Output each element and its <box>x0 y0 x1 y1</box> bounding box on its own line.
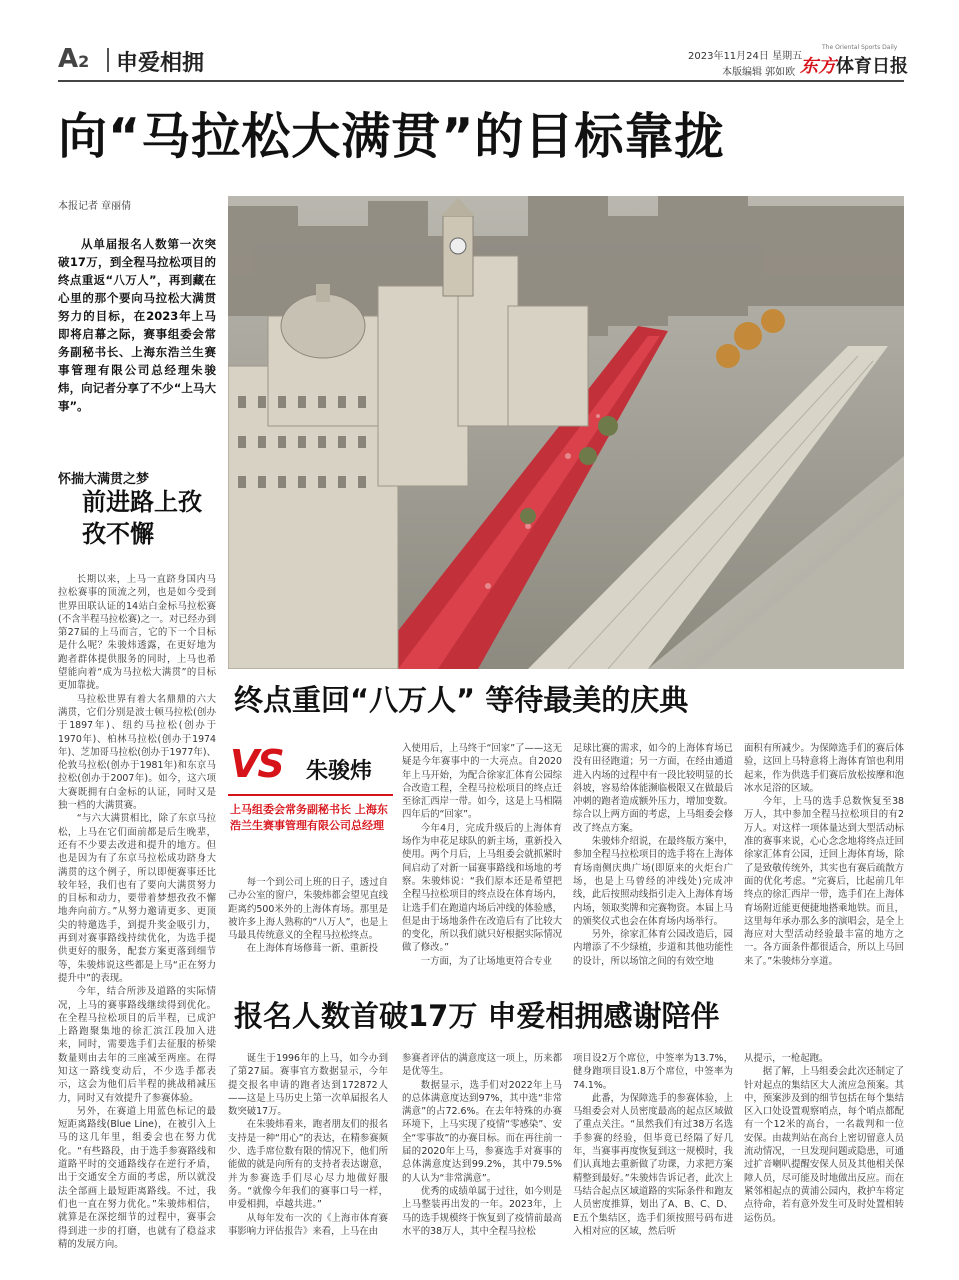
paragraph: 马拉松世界有着大名鼎鼎的六大满贯，它们分别是波士顿马拉松(创办于1897年)、纽约马拉松(创办于1970年)、柏林马拉松(创办于1974年)、芝加哥马拉松(创办于1977年)、伦敦马拉松(创办于1981年)和东京马拉松(创办于2007年)。如今，这六项大赛既拥有白金标的认证，同时又是独一档的大满贯赛。 <box>58 693 216 812</box>
logo-black-text: 体育日报 <box>836 56 908 77</box>
middle-column-1 <box>228 876 388 956</box>
paragraph: 诞生于1996年的上马，如今办到了第27届。赛事官方数据显示，今年提交报名申请的跑者达到172872人——这是上马历史上第一次单届报名人数突破17万。 <box>228 1053 388 1118</box>
paragraph: 一方面，为了让场地更符合专业 <box>420 955 553 967</box>
byline: 本报记者 章丽倩 <box>58 201 132 212</box>
paragraph: 数据显示，选手们对2022年上马的总体满意度达到97%，其中选“非常满意”的占72.6%。在去年特殊的办赛环境下，上马实现了疫情“零感染”、安全“零事故”的办赛目标。而在再往前一届的2020年上马，参赛选手对赛事的总体满意度达到99.2%，其中79.5%的人认为“非常满意”。 <box>402 1079 562 1184</box>
newspaper-logo <box>800 44 908 77</box>
middle-column-3 <box>573 742 733 968</box>
paragraph: 在上海体育场修葺一新、重新投 <box>246 943 379 955</box>
left-column-text <box>58 573 216 1251</box>
paragraph: 另外，徐家汇体育公园改造后，园内增添了不少绿植，步道和其他功能性的设计，所以场馆之间的有效空地 <box>573 929 733 967</box>
paragraph: 朱骏炜介绍说，在最终版方案中，参加全程马拉松项目的选手将在上海体育场南侧庆典广场(即原来的火炬台广场，也是上马曾经的冲线处)完成冲线，此后按照动线指引走入上海体育场内场，领取奖牌和完赛物资。本届上马的颁奖仪式也会在体育场内场举行。 <box>573 836 733 927</box>
section-heading-registration: 报名人数首破17万 申爱相拥感谢陪伴 <box>234 999 720 1033</box>
bottom-column-4 <box>744 1052 904 1225</box>
interviewee-rule <box>228 794 393 796</box>
issue-date: 2023年11月24日 星期五 <box>688 51 803 62</box>
paragraph: 据了解，上马组委会此次还制定了针对起点的集结区大人流应急预案。其中，预案涉及到的细节包括在每个集结区入口处设置观察哨点，每个哨点都配有一个12米的高台，一名裁判和一位安保。由裁判站在高台上密切留意人员流动情况，一旦发现问题或隐患，可通过扩音喇叭提醒安保人员及其他相关保障人员，尽可能及时地做出反应。而在紧邻相起点的黄浦公园内，救护车将定点待命，若有意外发生可及时处置相转运伤员。 <box>744 1066 904 1224</box>
header-rule <box>58 80 904 82</box>
paragraph: “与六大满贯相比，除了东京马拉松，上马在它们面前都是后生晚辈，还有不少要去改进和提升的地方。但也是因为有了东京马拉松成功跻身大满贯的这个例子，所以即便赛事还比较年轻，我们也有了要向大满贯努力的目标和动力，要带着梦想孜孜不懈地奔向前方。”从努力邀请更多、更顶尖的特邀选手，到提升奖金吸引力，再到对赛事路线持续优化，为选手提供更好的服务，配套方案更落到细节等，朱骏炜说这些都是上马“正在努力提升中”的表现。 <box>58 813 216 984</box>
paragraph: 今年，上马的选手总数恢复至38万人，其中参加全程马拉松项目的有2万人。对这样一项体量达到大型活动标准的赛事来说，心心念念地将终点迁回徐家汇体育公园，迁回上海体育场，除了是致敬传统外，其实也有赛后疏散方面的优化考虑。“完赛后，比起前几年终点的徐汇西岸一带，选手们在上海体育场附近能更便捷地搭乘地铁。而且，这里每年承办那么多的演唱会，是全上海应对大型活动经验最丰富的地方之一。各方面条件都很适合，所以上马回来了。”朱骏炜分享道。 <box>744 796 904 967</box>
marathon-aerial-photo <box>228 196 904 669</box>
paragraph: 此番，为保障选手的参赛体验，上马组委会对人员密度最高的起点区域做了重点关注。“虽然我们有过38万名选手参赛的经验，但毕竟已经隔了好几年，当赛事再度恢复到这一规模时，我们认真地去重新做了功课，力求把方案精整到最好。”朱骏炜告诉记者，此次上马结合起点区域道路的实际条件和跑友人员密度推算，划出了A、B、C、D、E五个集结区，选手们须按照号码布进入相对应的区域，然后听 <box>573 1092 733 1237</box>
logo-english: The Oriental Sports Daily <box>822 44 898 51</box>
section-heading-finish-line: 终点重回“八万人” 等待最美的庆典 <box>234 683 689 717</box>
paragraph: 从每年发布一次的《上海市体育赛事影响力评估报告》来看，上马在由 <box>228 1212 388 1237</box>
page-number <box>58 44 89 74</box>
subheading-title: 前进路上孜孜不懈 <box>82 488 202 548</box>
paragraph: 项目设2万个席位，中签率为13.7%，健身跑项目设1.8万个席位，中签率为74.1%。 <box>573 1053 733 1091</box>
paragraph: 足球比赛的需求，如今的上海体育场已没有田径跑道；另一方面，在经由通道进入内场的过程中有一段比较明显的长斜坡，容易给体能濒临极限又在做最后冲刺的跑者造成额外压力，增加变数。综合以上两方面的考虑，上马组委会修改了终点方案。 <box>573 743 733 834</box>
main-headline: 向“马拉松大满贯”的目标靠拢 <box>58 108 725 165</box>
lead-paragraph: 从单届报名人数第一次突破17万，到全程马拉松项目的终点重返“八万人”，再到藏在心里的那个要向马拉松大满贯努力的目标，在2023年上马即将启幕之际，赛事组委会常务副秘书长、上海东浩兰生赛事管理有限公司总经理朱骏炜，向记者分享了不少“上马大事”。 <box>58 237 216 413</box>
section-title: 申爱相拥 <box>116 51 205 76</box>
page-editor: 本版编辑 郭如欧 <box>722 67 796 78</box>
middle-column-2 <box>402 742 562 968</box>
paragraph: 面积有所减少。为保障选手们的赛后体验，这回上马特意将上海体育馆也利用起来，作为供选手们赛后放松按摩和泡冰水足浴的区域。 <box>744 743 904 794</box>
bottom-column-3 <box>573 1052 733 1238</box>
paragraph: 在朱骏炜看来，跑者朋友们的报名支持是一种“用心”的表达，在精参赛频少、选手席位数有限的情况下，他们所能做的就是向所有的支持者表达谢意，并为参赛选手们尽心尽力地做好服务。“就像今年我们的赛事口号一样，申爱相拥，卓越共进。” <box>228 1119 388 1211</box>
page-letter: A <box>58 44 79 74</box>
photo-illustration <box>228 196 904 669</box>
paragraph: 参赛者评估的满意度这一项上，历来都是优等生。 <box>402 1053 562 1078</box>
paragraph: 每一个到公司上班的日子，透过自己办公室的窗户，朱骏炜都会望见直线距离约500米外的上海体育场。那里是被许多上海人熟称的“八万人”，也是上马最具传统意义的全程马拉松终点。 <box>228 877 388 942</box>
interviewee-box <box>228 740 393 852</box>
page-digit: 2 <box>78 52 90 71</box>
interviewee-name: 朱骏炜 <box>306 759 373 784</box>
logo-red-text: 东方 <box>800 56 836 77</box>
bottom-column-2 <box>402 1052 562 1238</box>
paragraph: 另外，在赛道上用蓝色标记的最短距离路线(Blue Line)，在被引入上马的这几年里，组委会也在努力优化。“有些路段，由于选手参赛路线和道路平时的交通路线存在逆行矛盾，出于交通安全方面的考虑，所以就没法全部画上最短距离路线。不过，我们也一直在努力优化。”朱骏炜相信，就算是在深挖细节的过程中，赛事会得到进一步的打磨，也就有了稳益求精的发展方向。 <box>58 1105 216 1250</box>
vs-mark: VS <box>230 742 283 786</box>
paragraph: 入使用后，上马终于“回家”了——这无疑是今年赛事中的一大亮点。自2020年上马开始，为配合徐家汇体育公园综合改造工程，全程马拉松项目的终点迁至徐汇西岸一带。如今，这是上马相隔四年后的“回家”。 <box>402 743 562 821</box>
paragraph: 今年4月，完成升级后的上海体育场作为申花足球队的新主场，重新投入使用。两个月后，上马组委会就抓紧时间启动了对新一届赛事路线和场地的考察。朱骏炜说：“我们原本还是希望把全程马拉松项目的终点设在体育场内，让选手们在跑道内场后冲线的体验感，但是由于场地条件在改造后有了比较大的变化，所以我们就只好根据实际情况做了修改。” <box>402 822 562 954</box>
subheading-kicker: 怀揣大满贯之梦 <box>58 472 150 487</box>
interviewee-title: 上马组委会常务副秘书长 上海东浩兰生赛事管理有限公司总经理 <box>230 803 388 832</box>
paragraph: 优秀的成绩单属于过往，如今则是上马整装再出发的一年。2023年，上马的选手规模终于恢复到了疫情前最高水平的38万人，其中全程马拉松 <box>402 1185 562 1237</box>
header-separator <box>107 48 109 72</box>
paragraph: 长期以来，上马一直跻身国内马拉松赛事的顶流之列，也是如今受到世界田联认证的14站白金标马拉松赛(不含半程马拉松赛)之一。对已经办到第27届的上马而言，它的下一个目标是什么呢？朱骏炜透露，在更好地为跑者群体提供服务的同时，上马也希望能向着“成为马拉松大满贯”的目标更加靠拢。 <box>58 574 216 692</box>
paragraph: 今年，结合所涉及道路的实际情况，上马的赛事路线继续得到优化。在全程马拉松项目的后半程，已成沪上路跑聚集地的徐汇滨江段加入进来，同时，需要选手们去征服的桥梁数量则由去年的三座减至两座。在得知这一路线变动后，不少选手都表示，这会为他们后半程的挑战稍减压力，同时又有效提升了参赛体验。 <box>58 986 216 1104</box>
middle-column-4 <box>744 742 904 968</box>
paragraph: 从提示，一枪起跑。 <box>744 1053 829 1064</box>
bottom-column-1 <box>228 1052 388 1238</box>
